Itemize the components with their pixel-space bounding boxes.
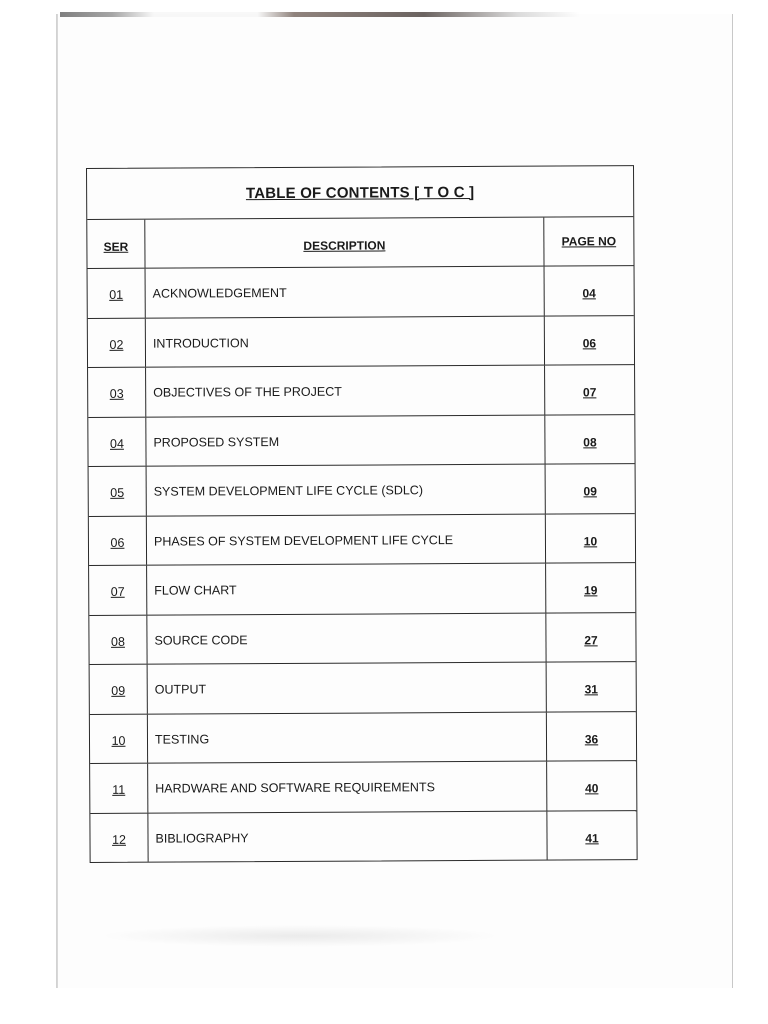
row-page: 40 [585, 781, 599, 796]
row-ser: 02 [88, 318, 146, 367]
row-page: 10 [583, 533, 598, 548]
row-ser: 03 [88, 368, 146, 417]
row-page: 09 [583, 484, 597, 499]
row-page: 41 [585, 830, 599, 845]
table-row [89, 613, 635, 665]
row-ser: 10 [90, 714, 148, 763]
row-description: SOURCE CODE [147, 613, 546, 664]
table-row [88, 316, 634, 368]
row-description: FLOW CHART [147, 564, 546, 615]
row-page: 08 [583, 434, 597, 449]
header-ser: SER [87, 220, 145, 268]
row-ser: 09 [90, 665, 148, 714]
row-description: PHASES OF SYSTEM DEVELOPMENT LIFE CYCLE [147, 514, 546, 565]
table-row [89, 514, 635, 566]
row-ser: 01 [88, 269, 146, 318]
row-ser: 07 [89, 566, 147, 615]
row-description: INTRODUCTION [146, 316, 545, 367]
row-description: PROPOSED SYSTEM [146, 415, 545, 466]
row-ser: 12 [90, 813, 148, 862]
row-ser: 11 [90, 764, 148, 813]
table-row [88, 266, 634, 318]
row-description: ACKNOWLEDGEMENT [146, 267, 545, 318]
row-page: 19 [583, 583, 598, 598]
table-row [90, 811, 636, 862]
table-row [90, 712, 636, 764]
row-page: 27 [584, 632, 598, 647]
row-page: 31 [584, 682, 598, 697]
row-description: TESTING [148, 712, 547, 763]
row-ser: 05 [89, 467, 147, 516]
toc-header-row [87, 217, 633, 269]
row-page: 06 [582, 335, 597, 350]
row-ser: 04 [88, 417, 146, 466]
table-row [88, 365, 634, 417]
row-page: 36 [584, 731, 599, 746]
row-description: BIBLIOGRAPHY [148, 811, 547, 862]
row-description: HARDWARE AND SOFTWARE REQUIREMENTS [148, 762, 547, 813]
table-row [89, 464, 635, 516]
table-row [90, 761, 636, 813]
table-row [89, 563, 635, 615]
header-description: DESCRIPTION [145, 218, 544, 268]
row-ser: 06 [89, 516, 147, 565]
row-page: 07 [582, 385, 597, 400]
table-row [90, 662, 636, 714]
toc-title: TABLE OF CONTENTS [ T O C ] [87, 166, 633, 220]
table-of-contents [86, 165, 638, 863]
scan-smudge [100, 925, 500, 947]
row-description: OBJECTIVES OF THE PROJECT [146, 366, 545, 417]
header-page-no: PAGE NO [561, 234, 617, 249]
row-description: SYSTEM DEVELOPMENT LIFE CYCLE (SDLC) [147, 465, 546, 516]
scan-top-shadow [60, 12, 580, 17]
row-description: OUTPUT [148, 663, 547, 714]
row-ser: 08 [89, 615, 147, 664]
table-row [88, 415, 634, 467]
row-page: 04 [582, 286, 596, 301]
